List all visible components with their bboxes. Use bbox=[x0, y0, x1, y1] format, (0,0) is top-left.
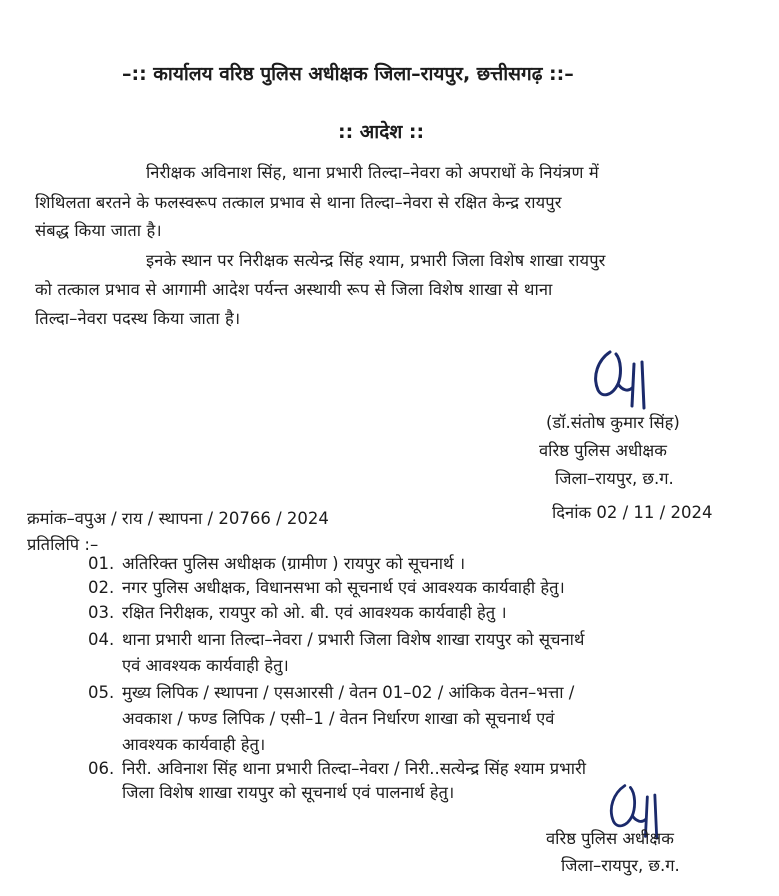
signatory-designation-2: वरिष्ठ पुलिस अधीक्षक bbox=[546, 829, 674, 848]
list-item-number: 04. bbox=[88, 630, 115, 649]
signatory-name: (डॉ.संतोष कुमार सिंह) bbox=[546, 413, 680, 432]
list-item-continuation: अवकाश / फण्ड लिपिक / एसी–1 / वेतन निर्धारण शाखा को सूचनार्थ एवं bbox=[122, 709, 555, 728]
list-item bbox=[88, 575, 565, 598]
copy-to-label: प्रतिलिपि :– bbox=[27, 535, 99, 554]
list-item bbox=[88, 756, 586, 779]
list-item-number: 05. bbox=[88, 683, 115, 702]
para2-line3: तिल्दा–नेवरा पदस्थ किया जाता है। bbox=[35, 309, 241, 328]
list-item bbox=[88, 680, 574, 703]
list-item-number: 06. bbox=[88, 759, 115, 778]
order-title: :: आदेश :: bbox=[338, 121, 425, 143]
list-item-text: नगर पुलिस अधीक्षक, विधानसभा को सूचनार्थ एवं आवश्यक कार्यवाही हेतु। bbox=[122, 578, 565, 597]
list-item-number: 01. bbox=[88, 554, 115, 573]
signatory-location-2: जिला–रायपुर, छ.ग. bbox=[561, 856, 680, 875]
list-item-text: मुख्य लिपिक / स्थापना / एसआरसी / वेतन 01–02 / आंकिक वेतन–भत्ता / bbox=[122, 683, 575, 702]
list-item-text: थाना प्रभारी थाना तिल्दा–नेवरा / प्रभारी जिला विशेष शाखा रायपुर को सूचनार्थ bbox=[122, 630, 585, 649]
para2-line1: इनके स्थान पर निरीक्षक सत्येन्द्र सिंह श्याम, प्रभारी जिला विशेष शाखा रायपुर bbox=[146, 251, 606, 270]
para2-line2: को तत्काल प्रभाव से आगामी आदेश पर्यन्त अस्थायी रूप से जिला विशेष शाखा से थाना bbox=[35, 280, 553, 299]
reference-number: क्रमांक–वपुअ / राय / स्थापना / 20766 / 2024 bbox=[27, 509, 329, 528]
list-item-continuation: आवश्यक कार्यवाही हेतु। bbox=[122, 735, 266, 754]
list-item-number: 03. bbox=[88, 603, 115, 622]
list-item-number: 02. bbox=[88, 578, 115, 597]
list-item bbox=[88, 551, 465, 574]
list-item-text: अतिरिक्त पुलिस अधीक्षक (ग्रामीण ) रायपुर को सूचनार्थ । bbox=[122, 554, 466, 573]
signatory-designation: वरिष्ठ पुलिस अधीक्षक bbox=[539, 441, 667, 460]
signature-mark bbox=[588, 346, 658, 412]
list-item-text: रक्षित निरीक्षक, रायपुर को ओ. बी. एवं आवश्यक कार्यवाही हेतु । bbox=[122, 603, 507, 622]
office-title: –:: कार्यालय वरिष्ठ पुलिस अधीक्षक जिला–रायपुर, छत्तीसगढ़ ::– bbox=[122, 63, 574, 85]
signatory-location: जिला–रायपुर, छ.ग. bbox=[555, 469, 674, 488]
list-item-text: निरी. अविनाश सिंह थाना प्रभारी तिल्दा–नेवरा / निरी..सत्येन्द्र सिंह श्याम प्रभारी bbox=[122, 759, 587, 778]
para1-line2: शिथिलता बरतने के फलस्वरूप तत्काल प्रभाव से थाना तिल्दा–नेवरा से रक्षित केन्द्र रायपुर bbox=[35, 193, 562, 212]
list-item-continuation: जिला विशेष शाखा रायपुर को सूचनार्थ एवं पालनार्थ हेतु। bbox=[122, 783, 455, 802]
order-date: दिनांक 02 / 11 / 2024 bbox=[552, 503, 713, 522]
list-item bbox=[88, 600, 507, 623]
list-item-continuation: एवं आवश्यक कार्यवाही हेतु। bbox=[122, 656, 289, 675]
para1-line3: संबद्ध किया जाता है। bbox=[35, 221, 162, 240]
para1-line1: निरीक्षक अविनाश सिंह, थाना प्रभारी तिल्दा–नेवरा को अपराधों के नियंत्रण में bbox=[146, 163, 599, 182]
list-item bbox=[88, 627, 584, 650]
